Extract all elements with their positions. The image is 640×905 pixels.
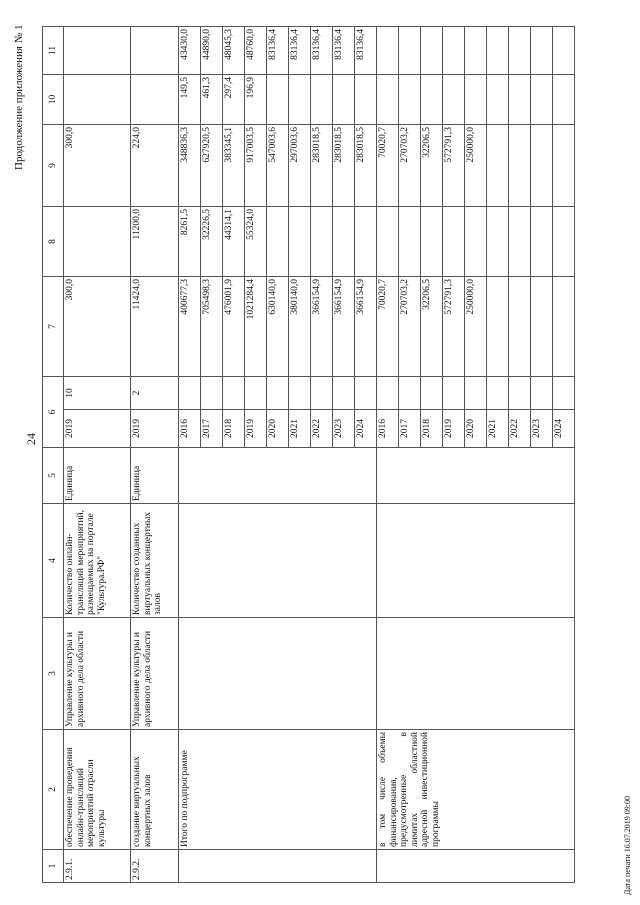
blank-cell [377, 618, 575, 730]
item-indicator: Количество созданных виртуальных концертных залов [131, 504, 179, 618]
blank-cell [267, 377, 289, 410]
amount-cell: 149,5 [179, 75, 201, 125]
amount-cell [509, 207, 531, 277]
amount-cell [553, 75, 575, 125]
financing-table [42, 26, 575, 883]
amount-cell [131, 27, 179, 75]
year-cell: 2021 [289, 410, 311, 448]
year-cell: 2019 [443, 410, 465, 448]
including-label: в том числе объемы финансирования, предусмотренные в лимитах областной адресной инвестиционной программы [377, 730, 575, 850]
blank-cell [377, 448, 575, 504]
amount-cell: 547003,6 [267, 125, 289, 207]
blank-cell [355, 377, 377, 410]
amount-cell [64, 207, 131, 277]
amount-cell: 83136,4 [311, 27, 333, 75]
item-name: обеспечение проведения онлайн-трансляций мероприятий отрасли культуры [64, 730, 131, 850]
year-cell: 2019 [245, 410, 267, 448]
item-value: 10 [64, 377, 131, 410]
amount-cell [311, 75, 333, 125]
year-cell: 2020 [267, 410, 289, 448]
amount-cell [421, 207, 443, 277]
table-row [179, 27, 201, 883]
amount-cell: 196,9 [245, 75, 267, 125]
amount-cell: 297003,6 [289, 125, 311, 207]
item-year: 2019 [64, 410, 131, 448]
amount-cell [487, 75, 509, 125]
amount-cell [311, 207, 333, 277]
amount-cell: 366154,9 [333, 277, 355, 377]
amount-cell [531, 27, 553, 75]
item-indicator: Количество онлайн-трансляций мероприятий, размещаемых на портале "Культура.РФ" [64, 504, 131, 618]
amount-cell [487, 125, 509, 207]
amount-cell [509, 125, 531, 207]
amount-cell: 70020,7 [377, 277, 399, 377]
column-number: 8 [43, 207, 64, 277]
blank-cell [311, 377, 333, 410]
amount-cell [531, 125, 553, 207]
year-cell: 2022 [509, 410, 531, 448]
amount-cell [399, 75, 421, 125]
amount-cell: 32226,5 [201, 207, 223, 277]
item-value: 2 [131, 377, 179, 410]
amount-cell [465, 75, 487, 125]
amount-cell [399, 207, 421, 277]
amount-cell: 32206,5 [421, 125, 443, 207]
amount-cell: 283018,5 [311, 125, 333, 207]
item-executor: Управление культуры и архивного дела области [64, 618, 131, 730]
amount-cell [465, 207, 487, 277]
blank-cell [245, 377, 267, 410]
amount-cell [553, 125, 575, 207]
amount-cell [443, 207, 465, 277]
blank-cell [333, 377, 355, 410]
amount-cell [443, 75, 465, 125]
year-cell: 2024 [355, 410, 377, 448]
amount-cell [421, 75, 443, 125]
blank-cell [377, 850, 575, 883]
amount-cell: 83136,4 [333, 27, 355, 75]
amount-cell: 11424,0 [131, 277, 179, 377]
year-cell: 2021 [487, 410, 509, 448]
column-number: 4 [43, 504, 64, 618]
amount-cell [64, 75, 131, 125]
blank-cell [443, 377, 465, 410]
amount-cell: 270703,2 [399, 277, 421, 377]
amount-cell: 917003,5 [245, 125, 267, 207]
amount-cell: 224,0 [131, 125, 179, 207]
year-cell: 2023 [531, 410, 553, 448]
year-cell: 2016 [377, 410, 399, 448]
column-number: 10 [43, 75, 64, 125]
amount-cell [377, 27, 399, 75]
item-year: 2019 [131, 410, 179, 448]
amount-cell: 83136,4 [355, 27, 377, 75]
blank-cell [223, 377, 245, 410]
amount-cell: 705498,3 [201, 277, 223, 377]
amount-cell: 1021284,4 [245, 277, 267, 377]
amount-cell: 250000,0 [465, 125, 487, 207]
amount-cell [289, 75, 311, 125]
amount-cell [131, 75, 179, 125]
column-number: 6 [43, 377, 64, 448]
table-row [64, 27, 131, 883]
amount-cell: 300,0 [64, 125, 131, 207]
amount-cell [531, 277, 553, 377]
column-number: 1 [43, 850, 64, 883]
column-number: 9 [43, 125, 64, 207]
amount-cell [355, 207, 377, 277]
table-row [131, 27, 179, 883]
amount-cell: 572791,3 [443, 125, 465, 207]
amount-cell: 366154,9 [311, 277, 333, 377]
amount-cell [553, 27, 575, 75]
amount-cell: 48760,0 [245, 27, 267, 75]
amount-cell: 300,0 [64, 277, 131, 377]
amount-cell: 11200,0 [131, 207, 179, 277]
amount-cell: 297,4 [223, 75, 245, 125]
item-number: 2.9.1. [64, 850, 131, 883]
blank-cell [421, 377, 443, 410]
amount-cell [289, 207, 311, 277]
amount-cell [553, 277, 575, 377]
item-name: создание виртуальных концертных залов [131, 730, 179, 850]
print-date: Дата печати 16.07.2019 09:00 [623, 796, 632, 895]
year-cell: 2018 [223, 410, 245, 448]
item-unit: Единица [64, 448, 131, 504]
blank-cell [289, 377, 311, 410]
amount-cell: 83136,4 [267, 27, 289, 75]
amount-cell: 630140,0 [267, 277, 289, 377]
page-number: 24 [24, 433, 38, 445]
blank-cell [179, 618, 377, 730]
blank-cell [553, 377, 575, 410]
year-cell: 2020 [465, 410, 487, 448]
item-executor: Управление культуры и архивного дела области [131, 618, 179, 730]
year-cell: 2017 [399, 410, 421, 448]
amount-cell: 44890,0 [201, 27, 223, 75]
amount-cell [531, 75, 553, 125]
year-cell: 2018 [421, 410, 443, 448]
blank-cell [509, 377, 531, 410]
column-number: 11 [43, 27, 64, 75]
column-number: 5 [43, 448, 64, 504]
amount-cell: 43430,0 [179, 27, 201, 75]
year-cell: 2023 [333, 410, 355, 448]
year-cell: 2022 [311, 410, 333, 448]
blank-cell [179, 377, 201, 410]
amount-cell [509, 277, 531, 377]
amount-cell [267, 75, 289, 125]
amount-cell: 83136,4 [289, 27, 311, 75]
year-cell: 2017 [201, 410, 223, 448]
amount-cell [355, 75, 377, 125]
amount-cell [333, 75, 355, 125]
blank-cell [487, 377, 509, 410]
item-number: 2.9.2. [131, 850, 179, 883]
amount-cell [399, 27, 421, 75]
blank-cell [179, 504, 377, 618]
amount-cell: 348836,3 [179, 125, 201, 207]
amount-cell: 32206,5 [421, 277, 443, 377]
amount-cell [333, 207, 355, 277]
amount-cell [531, 207, 553, 277]
amount-cell [487, 277, 509, 377]
column-number: 2 [43, 730, 64, 850]
blank-cell [179, 850, 377, 883]
appendix-label: Продолжение приложения № 1 [13, 24, 25, 170]
amount-cell: 8261,5 [179, 207, 201, 277]
subprogram-total-label: Итого по подпрограмме [179, 730, 377, 850]
amount-cell [553, 207, 575, 277]
amount-cell [421, 27, 443, 75]
blank-cell [531, 377, 553, 410]
amount-cell [509, 75, 531, 125]
blank-cell [465, 377, 487, 410]
item-unit: Единица [131, 448, 179, 504]
amount-cell: 44314,1 [223, 207, 245, 277]
amount-cell: 476001,9 [223, 277, 245, 377]
amount-cell [509, 27, 531, 75]
amount-cell [487, 27, 509, 75]
amount-cell: 400677,3 [179, 277, 201, 377]
amount-cell: 380140,0 [289, 277, 311, 377]
amount-cell [465, 27, 487, 75]
amount-cell: 55324,0 [245, 207, 267, 277]
amount-cell: 461,3 [201, 75, 223, 125]
amount-cell [267, 207, 289, 277]
amount-cell: 70020,7 [377, 125, 399, 207]
amount-cell [377, 75, 399, 125]
column-number-row [43, 27, 64, 883]
amount-cell: 283018,5 [333, 125, 355, 207]
blank-cell [179, 448, 377, 504]
blank-cell [377, 377, 399, 410]
blank-cell [377, 504, 575, 618]
amount-cell: 572791,3 [443, 277, 465, 377]
year-cell: 2016 [179, 410, 201, 448]
amount-cell: 48045,3 [223, 27, 245, 75]
column-number: 3 [43, 618, 64, 730]
amount-cell [64, 27, 131, 75]
amount-cell: 270703,2 [399, 125, 421, 207]
amount-cell: 283018,5 [355, 125, 377, 207]
table-row [377, 27, 399, 883]
amount-cell: 627920,5 [201, 125, 223, 207]
amount-cell: 250000,0 [465, 277, 487, 377]
amount-cell: 383345,1 [223, 125, 245, 207]
column-number: 7 [43, 277, 64, 377]
blank-cell [201, 377, 223, 410]
amount-cell [443, 27, 465, 75]
amount-cell [487, 207, 509, 277]
amount-cell [377, 207, 399, 277]
blank-cell [399, 377, 421, 410]
amount-cell: 366154,9 [355, 277, 377, 377]
year-cell: 2024 [553, 410, 575, 448]
